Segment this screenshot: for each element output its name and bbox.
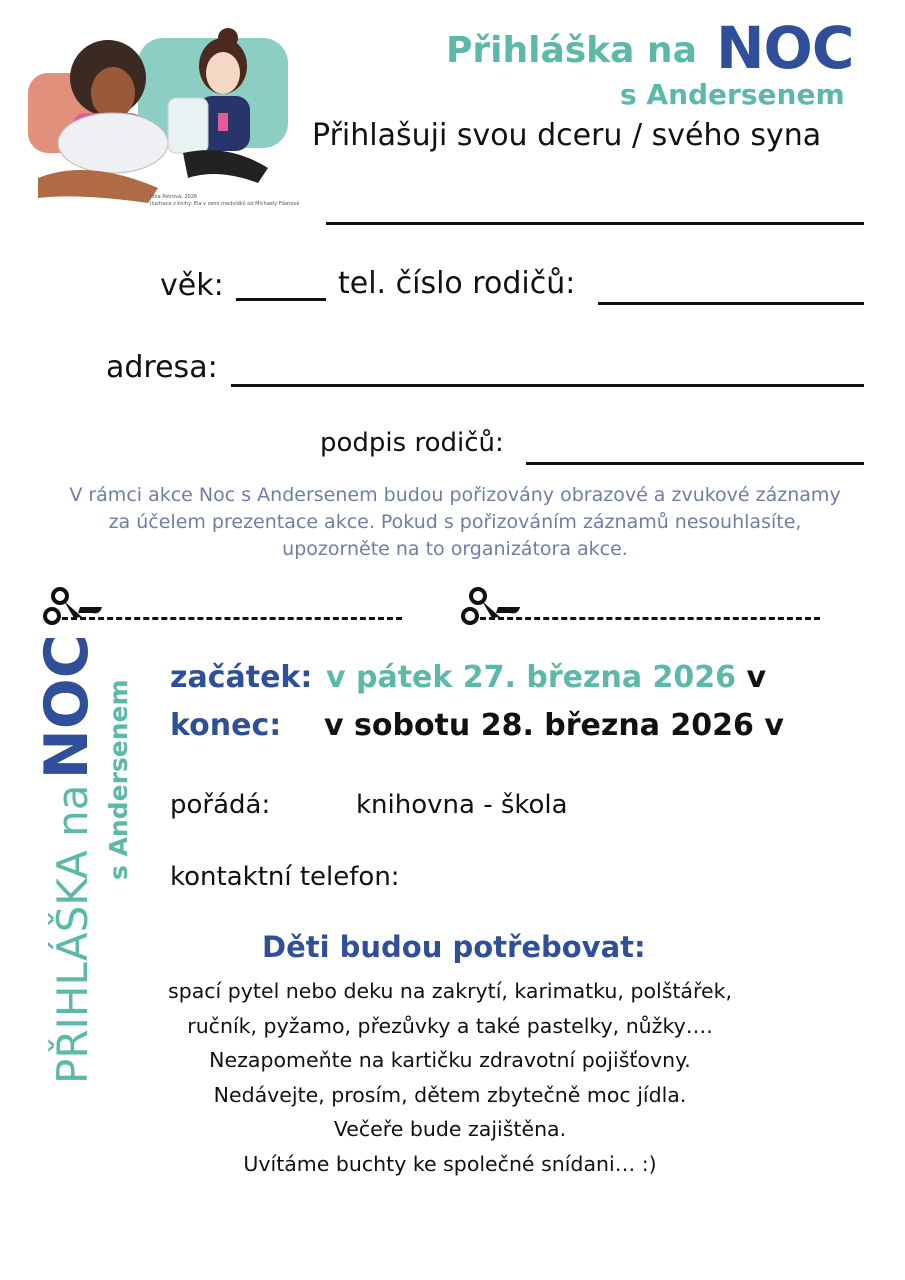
privacy-notice: V rámci akce Noc s Andersenem budou pořizovány obrazové a zvukové záznamy za účelem prezentace akce. Pokud s pořizováním záznamů nesouhlasíte, upozorněte na to organizátora akce.: [69, 484, 841, 560]
child-name-field[interactable]: [326, 222, 864, 225]
start-row: [326, 660, 766, 695]
needs-line: spací pytel nebo deku na zakrytí, karimatku, polštářek,: [168, 979, 732, 1003]
start-value: v pátek 27. března 2026: [326, 660, 737, 695]
side-title-prefix: PŘIHLÁŠKA na: [48, 784, 97, 1084]
organizer-value: knihovna - škola: [356, 790, 568, 820]
needs-list: [40, 974, 860, 1181]
title-noc: NOC: [716, 14, 854, 82]
phone-field[interactable]: [598, 302, 864, 305]
signature-field[interactable]: [526, 462, 864, 465]
end-label: konec:: [170, 708, 282, 743]
caption-author: Jitka Petrová, 2026: [150, 194, 198, 200]
subtitle: Přihlašuji svou dceru / svého syna: [312, 118, 822, 153]
needs-line: ručník, pyžamo, přezůvky a také pastelky, nůžky….: [187, 1013, 713, 1038]
start-tail: v: [746, 660, 767, 695]
needs-line: Nezapomeňte na kartičku zdravotní pojišťovny.: [209, 1048, 691, 1072]
organizer-label: pořádá:: [170, 790, 271, 820]
address-field[interactable]: [231, 384, 864, 387]
caption-source: Ilustrace z knihy: Ela v zemi medvídků od Michaely Fišarové: [150, 201, 300, 207]
side-title-noc: NOC: [32, 634, 102, 780]
needs-heading: Děti budou potřebovat:: [262, 930, 646, 964]
title-suffix: s Andersenem: [620, 78, 845, 111]
age-field[interactable]: [236, 298, 326, 301]
start-label: začátek:: [170, 660, 313, 695]
cut-line-left: [62, 617, 402, 620]
contact-label: kontaktní telefon:: [170, 862, 400, 892]
address-label: adresa:: [106, 350, 218, 385]
signature-label: podpis rodičů:: [320, 428, 504, 458]
age-label: věk:: [160, 268, 224, 303]
phone-label: tel. číslo rodičů:: [338, 266, 576, 301]
needs-line: Večeře bude zajištěna.: [333, 1117, 567, 1141]
cut-line-right: [480, 617, 820, 620]
children-illustration: [18, 18, 298, 213]
end-value: v sobotu 28. března 2026 v: [324, 708, 784, 743]
illustration-caption: [150, 194, 299, 208]
side-title-suffix: s Andersenem: [104, 679, 133, 880]
needs-line: Nedávejte, prosím, dětem zbytečně moc jídla.: [213, 1082, 687, 1107]
needs-line: Uvítáme buchty ke společné snídani… :): [243, 1151, 657, 1176]
title-prefix: Přihláška na: [446, 30, 697, 71]
